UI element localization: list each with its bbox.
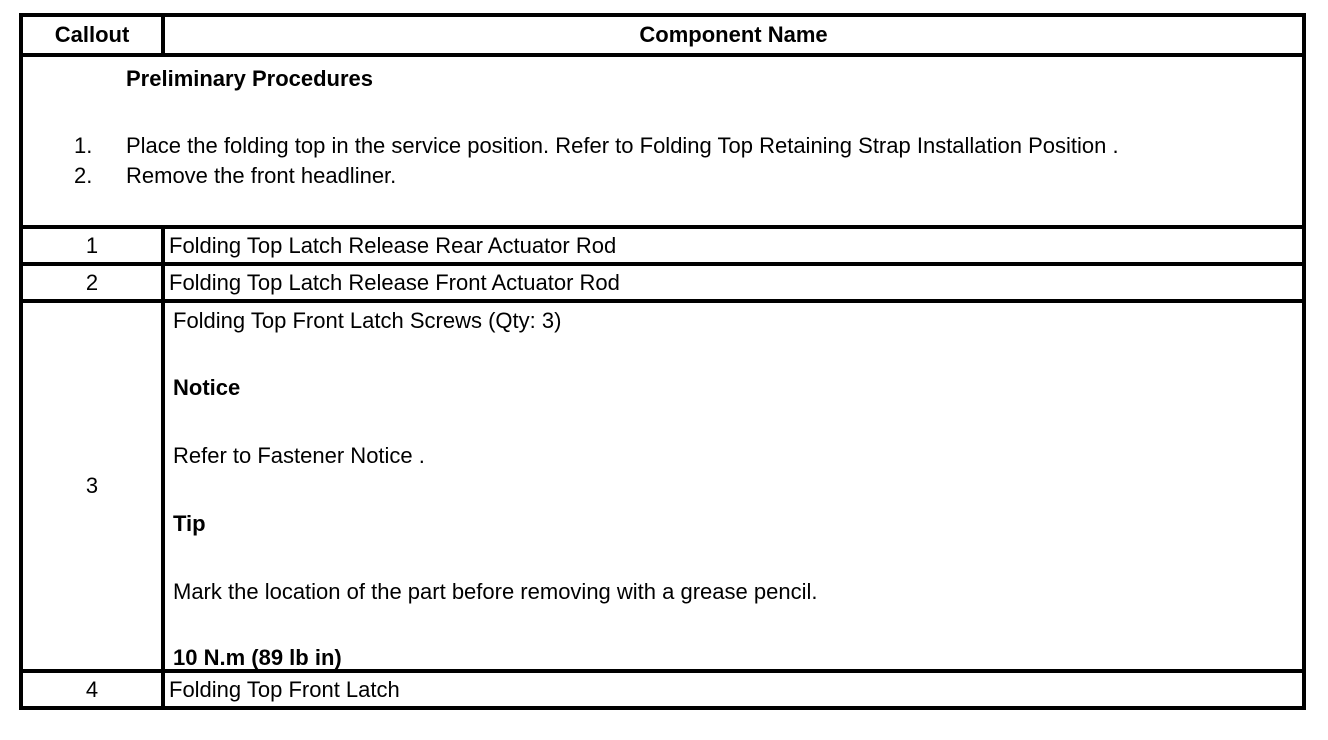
- table-row: [21, 264, 1304, 301]
- component-name: Folding Top Front Latch Screws (Qty: 3): [173, 308, 562, 333]
- step-text: Place the folding top in the service position. Refer to Folding Top Retaining Strap Installation Position .: [126, 133, 1119, 158]
- tip-text: Mark the location of the part before removing with a grease pencil.: [173, 579, 818, 604]
- component-detail-cell: [163, 301, 1304, 671]
- component-name-cell: Folding Top Latch Release Front Actuator Rod: [163, 264, 1304, 301]
- preliminary-procedures-title: Preliminary Procedures: [126, 66, 374, 91]
- callout-cell: 3: [21, 301, 163, 671]
- torque-spec: 10 N.m (89 lb in): [173, 645, 342, 670]
- step-number: 1.: [74, 133, 93, 158]
- notice-heading: Notice: [173, 375, 241, 400]
- table-row: [21, 301, 1304, 671]
- preliminary-row: [21, 55, 1304, 227]
- table-row: [21, 671, 1304, 708]
- header-row: [21, 15, 1304, 55]
- callout-cell: 2: [21, 264, 163, 301]
- callout-header: Callout: [21, 15, 163, 55]
- callout-cell: 4: [21, 671, 163, 708]
- component-name-cell: Folding Top Latch Release Rear Actuator Rod: [163, 227, 1304, 264]
- component-table: [19, 13, 1306, 710]
- component-name-cell: Folding Top Front Latch: [163, 671, 1304, 708]
- table-row: [21, 227, 1304, 264]
- notice-text: Refer to Fastener Notice .: [173, 443, 425, 468]
- callout-cell: 1: [21, 227, 163, 264]
- step-number: 2.: [74, 163, 93, 188]
- step-text: Remove the front headliner.: [126, 163, 397, 188]
- tip-heading: Tip: [173, 511, 206, 536]
- preliminary-procedures-cell: [21, 55, 1304, 227]
- component-name-header: Component Name: [163, 15, 1304, 55]
